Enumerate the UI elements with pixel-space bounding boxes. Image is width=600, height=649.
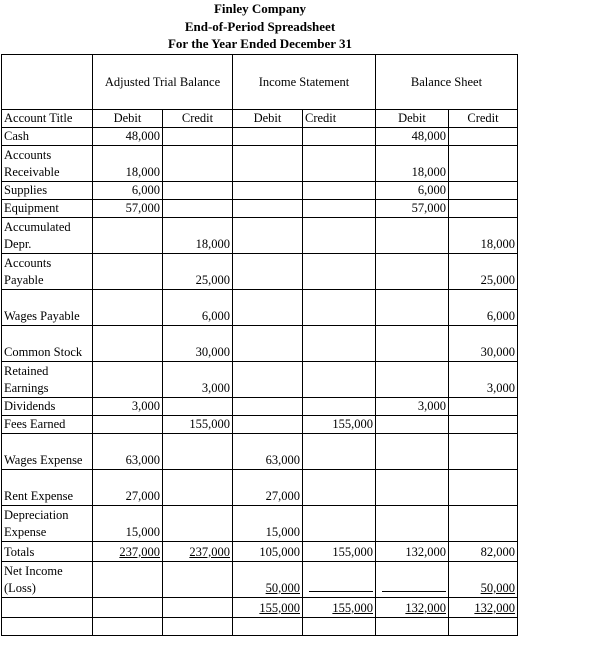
cell-atb-debit: [93, 218, 163, 254]
final-is-debit: 155,000: [233, 598, 303, 618]
cell-is-debit: [233, 182, 303, 200]
final-atb-credit: [163, 598, 233, 618]
empty-cell: [233, 618, 303, 636]
cell-is-credit: [303, 254, 376, 290]
cell-atb-debit: [93, 362, 163, 398]
cell-is-credit: [303, 398, 376, 416]
cell-is-debit: 27,000: [233, 470, 303, 506]
empty-cell: [376, 618, 449, 636]
account-title: Accounts Receivable: [2, 146, 93, 182]
cell-is-debit: 15,000: [233, 506, 303, 542]
cell-is-credit: [303, 362, 376, 398]
account-title: Common Stock: [2, 326, 93, 362]
cell-bs-debit: 48,000: [376, 128, 449, 146]
final-bs-credit: 132,000: [449, 598, 518, 618]
account-row: [2, 416, 518, 434]
cell-atb-credit: 18,000: [163, 218, 233, 254]
cell-is-credit: [303, 182, 376, 200]
cell-bs-credit: [449, 470, 518, 506]
cell-bs-debit: [376, 416, 449, 434]
empty-cell: [303, 618, 376, 636]
cell-bs-credit: [449, 146, 518, 182]
net-income-label: Net Income (Loss): [2, 562, 93, 598]
totals-bs-credit: 82,000: [449, 542, 518, 562]
col-header-is-debit: Debit: [233, 110, 303, 128]
net-income-atb-credit: [163, 562, 233, 598]
col-header-atb-debit: Debit: [93, 110, 163, 128]
empty-cell: [93, 618, 163, 636]
empty-row: [2, 618, 518, 636]
account-row: [2, 128, 518, 146]
cell-atb-credit: [163, 182, 233, 200]
net-income-bs-debit: [376, 562, 449, 598]
cell-atb-credit: 3,000: [163, 362, 233, 398]
cell-atb-debit: [93, 326, 163, 362]
cell-bs-credit: [449, 128, 518, 146]
final-bs-debit: 132,000: [376, 598, 449, 618]
totals-is-debit: 105,000: [233, 542, 303, 562]
cell-atb-credit: 25,000: [163, 254, 233, 290]
col-header-bs-debit: Debit: [376, 110, 449, 128]
group-income-statement: Income Statement: [233, 55, 376, 110]
cell-is-credit: [303, 146, 376, 182]
cell-bs-credit: 3,000: [449, 362, 518, 398]
cell-atb-debit: 6,000: [93, 182, 163, 200]
account-row: [2, 254, 518, 290]
cell-is-debit: [233, 326, 303, 362]
cell-is-credit: [303, 326, 376, 362]
account-title: Rent Expense: [2, 470, 93, 506]
cell-atb-credit: [163, 128, 233, 146]
cell-bs-credit: 30,000: [449, 326, 518, 362]
cell-bs-credit: [449, 434, 518, 470]
account-row: [2, 290, 518, 326]
end-of-period-spreadsheet: [1, 54, 518, 636]
net-income-bs-credit: 50,000: [449, 562, 518, 598]
cell-atb-debit: [93, 416, 163, 434]
cell-bs-debit: [376, 362, 449, 398]
account-row: [2, 398, 518, 416]
totals-atb-debit: 237,000: [93, 542, 163, 562]
account-row: [2, 470, 518, 506]
account-row: [2, 434, 518, 470]
cell-bs-debit: 57,000: [376, 200, 449, 218]
cell-atb-debit: 18,000: [93, 146, 163, 182]
cell-bs-credit: 18,000: [449, 218, 518, 254]
account-row: [2, 146, 518, 182]
account-title: Accumulated Depr.: [2, 218, 93, 254]
cell-is-debit: [233, 128, 303, 146]
cell-bs-debit: 6,000: [376, 182, 449, 200]
cell-is-debit: [233, 146, 303, 182]
empty-cell: [2, 618, 93, 636]
account-row: [2, 218, 518, 254]
account-title: Supplies: [2, 182, 93, 200]
net-income-row: [2, 562, 518, 598]
account-title: Equipment: [2, 200, 93, 218]
cell-atb-debit: 48,000: [93, 128, 163, 146]
cell-atb-debit: 3,000: [93, 398, 163, 416]
totals-atb-credit: 237,000: [163, 542, 233, 562]
account-title: Accounts Payable: [2, 254, 93, 290]
cell-bs-debit: [376, 218, 449, 254]
cell-bs-debit: [376, 506, 449, 542]
blank-underline: [309, 579, 373, 592]
net-income-atb-debit: [93, 562, 163, 598]
cell-atb-credit: 6,000: [163, 290, 233, 326]
cell-atb-credit: 30,000: [163, 326, 233, 362]
blank-underline: [382, 579, 446, 592]
cell-atb-credit: [163, 506, 233, 542]
cell-is-debit: [233, 254, 303, 290]
account-row: [2, 182, 518, 200]
cell-bs-debit: 3,000: [376, 398, 449, 416]
cell-is-debit: [233, 362, 303, 398]
cell-atb-credit: [163, 146, 233, 182]
final-is-credit: 155,000: [303, 598, 376, 618]
account-title: Fees Earned: [2, 416, 93, 434]
cell-bs-debit: [376, 326, 449, 362]
spreadsheet-title: End-of-Period Spreadsheet: [184, 19, 336, 34]
cell-is-credit: [303, 470, 376, 506]
cell-atb-credit: [163, 470, 233, 506]
cell-bs-credit: [449, 200, 518, 218]
cell-bs-debit: [376, 470, 449, 506]
cell-atb-debit: 63,000: [93, 434, 163, 470]
cell-is-debit: [233, 218, 303, 254]
totals-row: [2, 542, 518, 562]
cell-is-credit: [303, 218, 376, 254]
cell-is-debit: [233, 290, 303, 326]
account-title: Retained Earnings: [2, 362, 93, 398]
account-title: Wages Expense: [2, 434, 93, 470]
totals-label: Totals: [2, 542, 93, 562]
account-rows: [2, 128, 518, 542]
account-row: [2, 200, 518, 218]
cell-bs-debit: [376, 254, 449, 290]
cell-bs-credit: [449, 506, 518, 542]
group-balance-sheet: Balance Sheet: [376, 55, 518, 110]
company-name: Finley Company: [213, 1, 307, 16]
cell-is-credit: [303, 128, 376, 146]
cell-bs-credit: [449, 398, 518, 416]
cell-atb-credit: [163, 434, 233, 470]
cell-atb-debit: [93, 290, 163, 326]
period-label: For the Year Ended December 31: [167, 36, 353, 51]
cell-bs-credit: [449, 182, 518, 200]
cell-atb-debit: 57,000: [93, 200, 163, 218]
empty-cell: [163, 618, 233, 636]
cell-is-credit: [303, 200, 376, 218]
header-blank-cell: [2, 55, 93, 110]
col-header-bs-credit: Credit: [449, 110, 518, 128]
totals-bs-debit: 132,000: [376, 542, 449, 562]
cell-bs-debit: [376, 290, 449, 326]
account-row: [2, 326, 518, 362]
cell-is-credit: [303, 434, 376, 470]
cell-is-debit: [233, 398, 303, 416]
totals-is-credit: 155,000: [303, 542, 376, 562]
final-totals-row: [2, 598, 518, 618]
net-income-is-credit: [303, 562, 376, 598]
cell-bs-credit: 6,000: [449, 290, 518, 326]
account-title: Cash: [2, 128, 93, 146]
group-adjusted-trial-balance: Adjusted Trial Balance: [93, 55, 233, 110]
col-header-account-title: Account Title: [2, 110, 93, 128]
final-atb-debit: [93, 598, 163, 618]
cell-is-credit: [303, 290, 376, 326]
account-row: [2, 362, 518, 398]
cell-atb-debit: 15,000: [93, 506, 163, 542]
cell-atb-credit: [163, 398, 233, 416]
cell-atb-credit: [163, 200, 233, 218]
col-header-is-credit: Credit: [303, 110, 376, 128]
cell-bs-debit: [376, 434, 449, 470]
cell-bs-debit: 18,000: [376, 146, 449, 182]
cell-is-debit: [233, 416, 303, 434]
account-title: Dividends: [2, 398, 93, 416]
cell-atb-debit: [93, 254, 163, 290]
final-label: [2, 598, 93, 618]
cell-bs-credit: 25,000: [449, 254, 518, 290]
cell-is-debit: [233, 200, 303, 218]
cell-is-debit: 63,000: [233, 434, 303, 470]
account-title: Depreciation Expense: [2, 506, 93, 542]
account-row: [2, 506, 518, 542]
cell-atb-credit: 155,000: [163, 416, 233, 434]
account-title: Wages Payable: [2, 290, 93, 326]
cell-atb-debit: 27,000: [93, 470, 163, 506]
net-income-is-debit: 50,000: [233, 562, 303, 598]
empty-cell: [449, 618, 518, 636]
cell-bs-credit: [449, 416, 518, 434]
cell-is-credit: [303, 506, 376, 542]
cell-is-credit: 155,000: [303, 416, 376, 434]
col-header-atb-credit: Credit: [163, 110, 233, 128]
